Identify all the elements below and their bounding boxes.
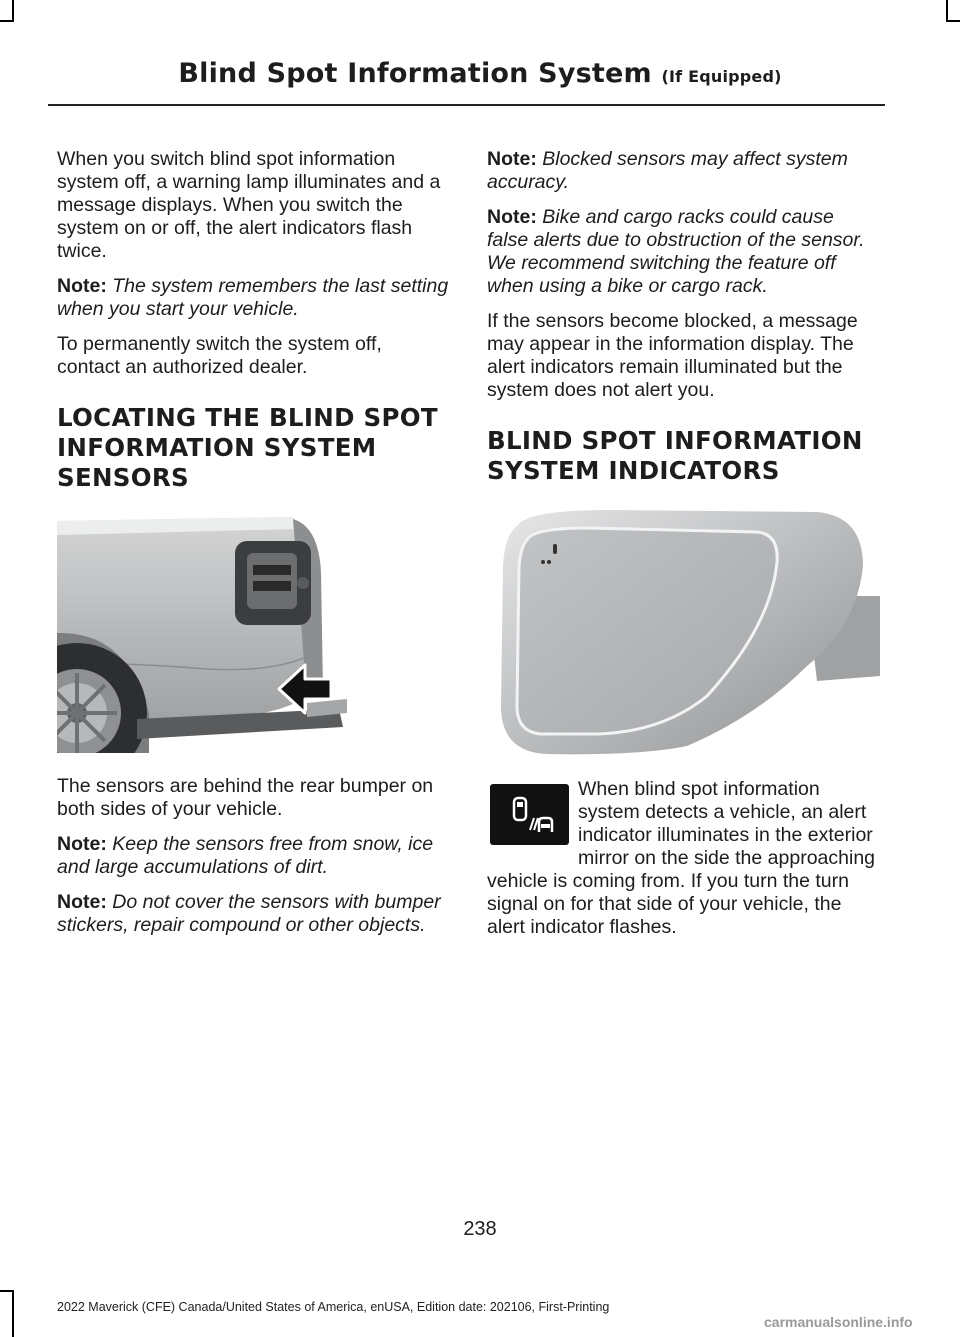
crop-mark	[0, 20, 14, 22]
note-text: The system remembers the last setting when you start your vehicle.	[57, 275, 449, 320]
page-number: 238	[463, 1218, 497, 1240]
paragraph-detects-vehicle: When blind spot information system detects a vehicle, an alert indicator illuminates in the exterior mirror on the side the approaching vehicle is coming from. If you turn the turn signal on for that side of your vehicle, the alert indicator flashes.	[487, 778, 876, 938]
page-title-subtitle: (If Equipped)	[661, 67, 782, 86]
crop-mark	[12, 1290, 14, 1337]
left-column	[57, 148, 449, 949]
note-keep-free	[57, 833, 449, 879]
crop-mark	[946, 20, 960, 22]
header-divider	[48, 104, 885, 106]
note-remembers	[57, 275, 449, 321]
page-title-main: Blind Spot Information System	[178, 58, 652, 89]
section-heading-locating: LOCATING THE BLIND SPOT INFORMATION SYSTEM SENSORS	[57, 403, 438, 492]
note-label: Note:	[487, 206, 537, 228]
side-mirror-figure	[487, 506, 880, 756]
note-label: Note:	[57, 275, 107, 297]
page-title	[0, 58, 960, 89]
crop-mark	[0, 1290, 14, 1292]
note-label: Note:	[57, 833, 107, 855]
crop-mark	[946, 0, 948, 22]
paragraph-switch-off: When you switch blind spot information system off, a warning lamp illuminates and a message displays. When you switch the system on or off, the alert indicators flash twice.	[57, 148, 441, 262]
note-text: Keep the sensors free from snow, ice and large accumulations of dirt.	[57, 833, 434, 878]
paragraph-permanent: To permanently switch the system off, contact an authorized dealer.	[57, 333, 382, 378]
watermark: carmanualsonline.info	[764, 1314, 913, 1330]
section-heading-indicators: BLIND SPOT INFORMATION SYSTEM INDICATORS	[487, 426, 863, 485]
note-bike-racks	[487, 206, 880, 298]
note-text: Do not cover the sensors with bumper stickers, repair compound or other objects.	[57, 891, 441, 936]
edition-footer: 2022 Maverick (CFE) Canada/United States of America, enUSA, Edition date: 202106, First-Printing	[57, 1300, 610, 1314]
note-do-not-cover	[57, 891, 449, 937]
note-label: Note:	[57, 891, 107, 913]
paragraph-sensors-location: The sensors are behind the rear bumper on both sides of your vehicle.	[57, 775, 434, 820]
taillight	[235, 541, 311, 625]
indicator-description	[487, 778, 880, 939]
note-label: Note:	[487, 148, 537, 170]
rear-bumper-figure	[57, 513, 449, 753]
crop-mark	[12, 0, 14, 22]
note-text: Bike and cargo racks could cause false alerts due to obstruction of the sensor. We recommend switching the feature off when using a bike or cargo rack.	[487, 206, 865, 297]
right-column	[487, 148, 880, 951]
blind-spot-warning-icon	[490, 784, 569, 845]
note-blocked	[487, 148, 880, 194]
paragraph-blocked-message: If the sensors become blocked, a message may appear in the information display. The alert indicators remain illuminated but the system does not alert you.	[487, 310, 858, 401]
note-text: Blocked sensors may affect system accuracy.	[487, 148, 848, 193]
